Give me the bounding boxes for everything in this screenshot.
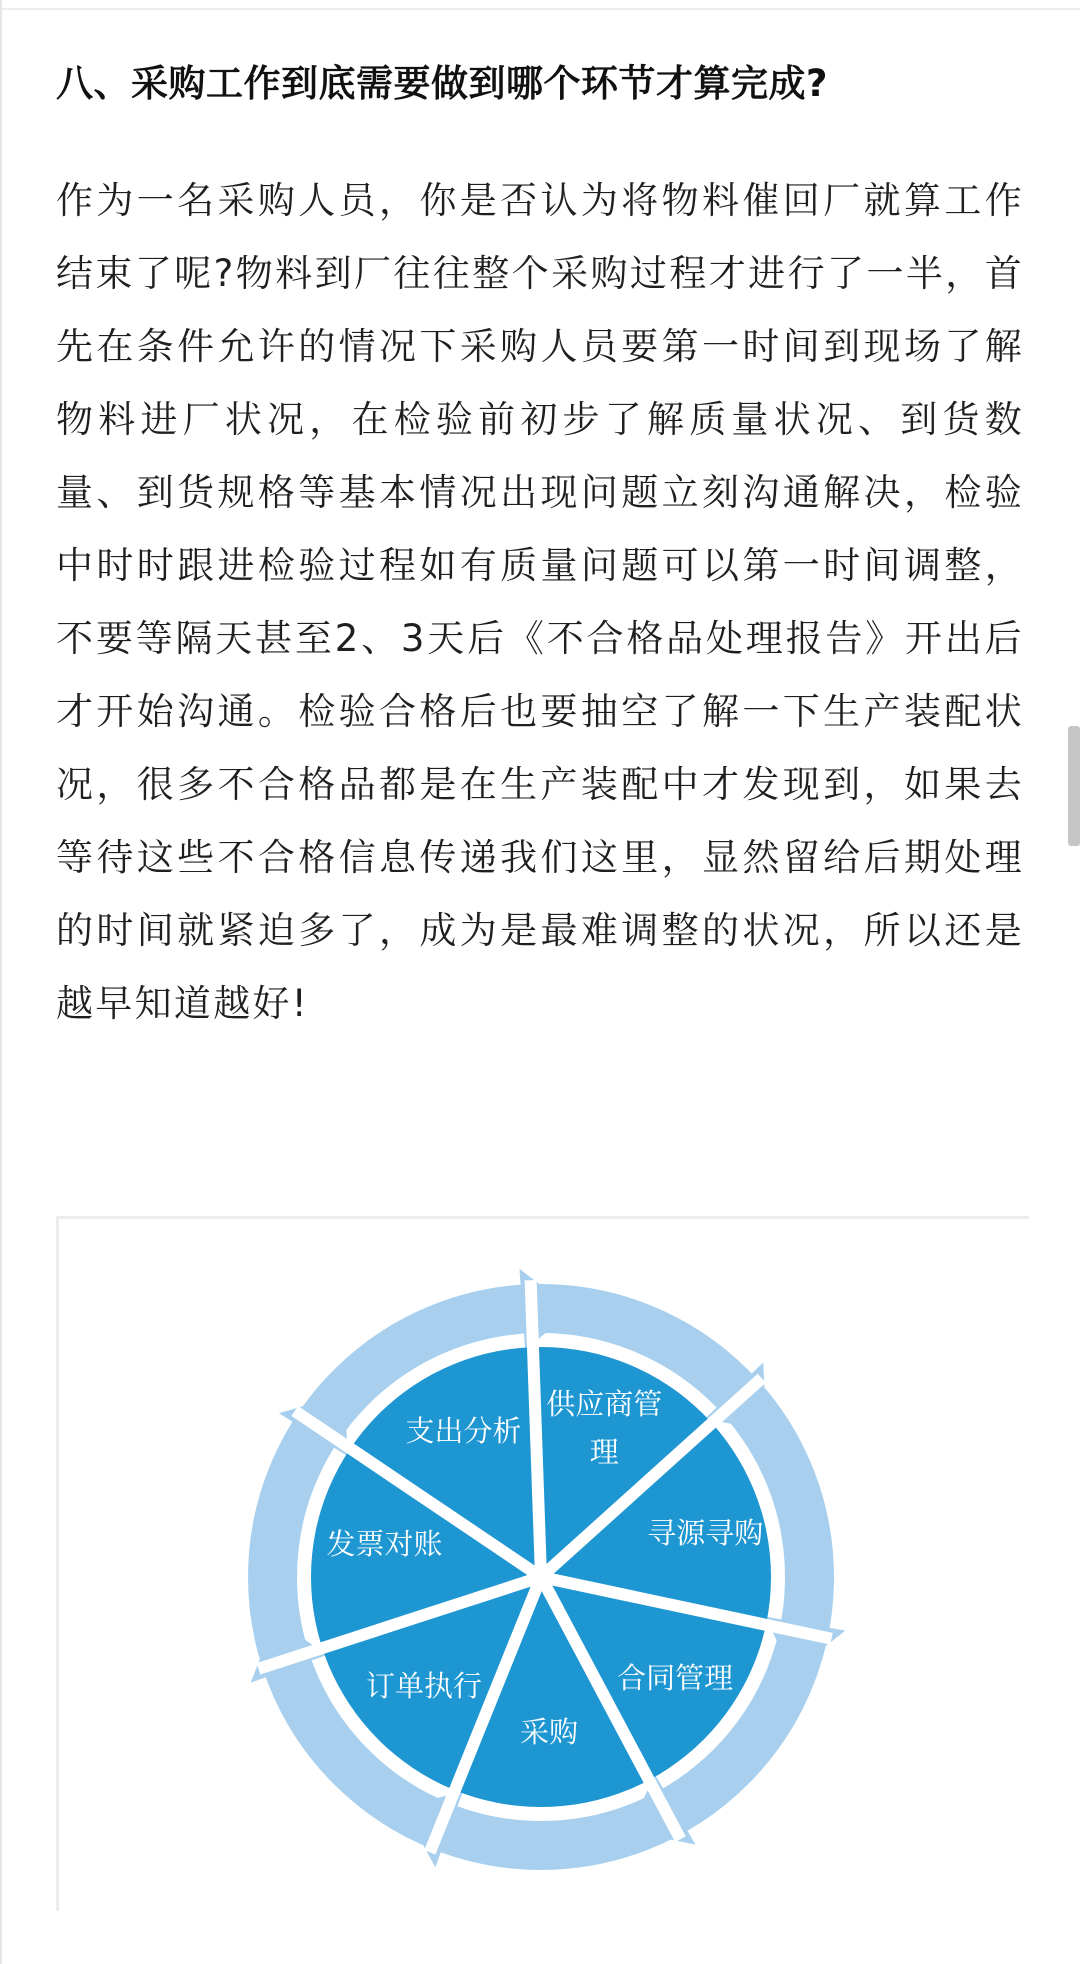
segment-label: 供应商管 理 <box>546 1386 663 1469</box>
segment-label: 发票对账 <box>326 1526 443 1561</box>
procurement-cycle-diagram <box>56 1216 1029 1911</box>
segment-label: 支出分析 <box>405 1414 522 1449</box>
wheel-hub <box>531 1567 551 1587</box>
left-edge-line <box>0 0 2 1964</box>
cycle-wheel <box>59 1219 1029 1911</box>
segment-label: 采购 <box>520 1714 579 1749</box>
body-paragraph: 作为一名采购人员，你是否认为将物料催回厂就算工作结束了呢?物料到厂往往整个采购过程才进行了一半，首先在条件允许的情况下采购人员要第一时间到现场了解物料进厂状况，在检验前初步了解质量状况、到货数量、到货规格等基本情况出现问题立刻沟通解决，检验中时时跟进检验过程如有质量问题可以第一时间调整，不要等隔天甚至2、3天后《不合格品处理报告》开出后才开始沟通。检验合格后也要抽空了解一下生产装配状况，很多不合格品都是在生产装配中才发现到，如果去等待这些不合格信息传递我们这里，显然留给后期处理的时间就紧迫多了，成为是最难调整的状况，所以还是越早知道越好! <box>56 179 1024 1025</box>
segment-label: 寻源寻购 <box>647 1516 764 1550</box>
top-divider <box>0 8 1080 10</box>
section-heading: 八、采购工作到底需要做到哪个环节才算完成? <box>56 62 828 105</box>
scrollbar-thumb[interactable] <box>1068 726 1080 846</box>
article-body <box>56 56 1024 1040</box>
segment-label: 合同管理 <box>617 1661 734 1696</box>
segment-label: 订单执行 <box>365 1669 482 1704</box>
